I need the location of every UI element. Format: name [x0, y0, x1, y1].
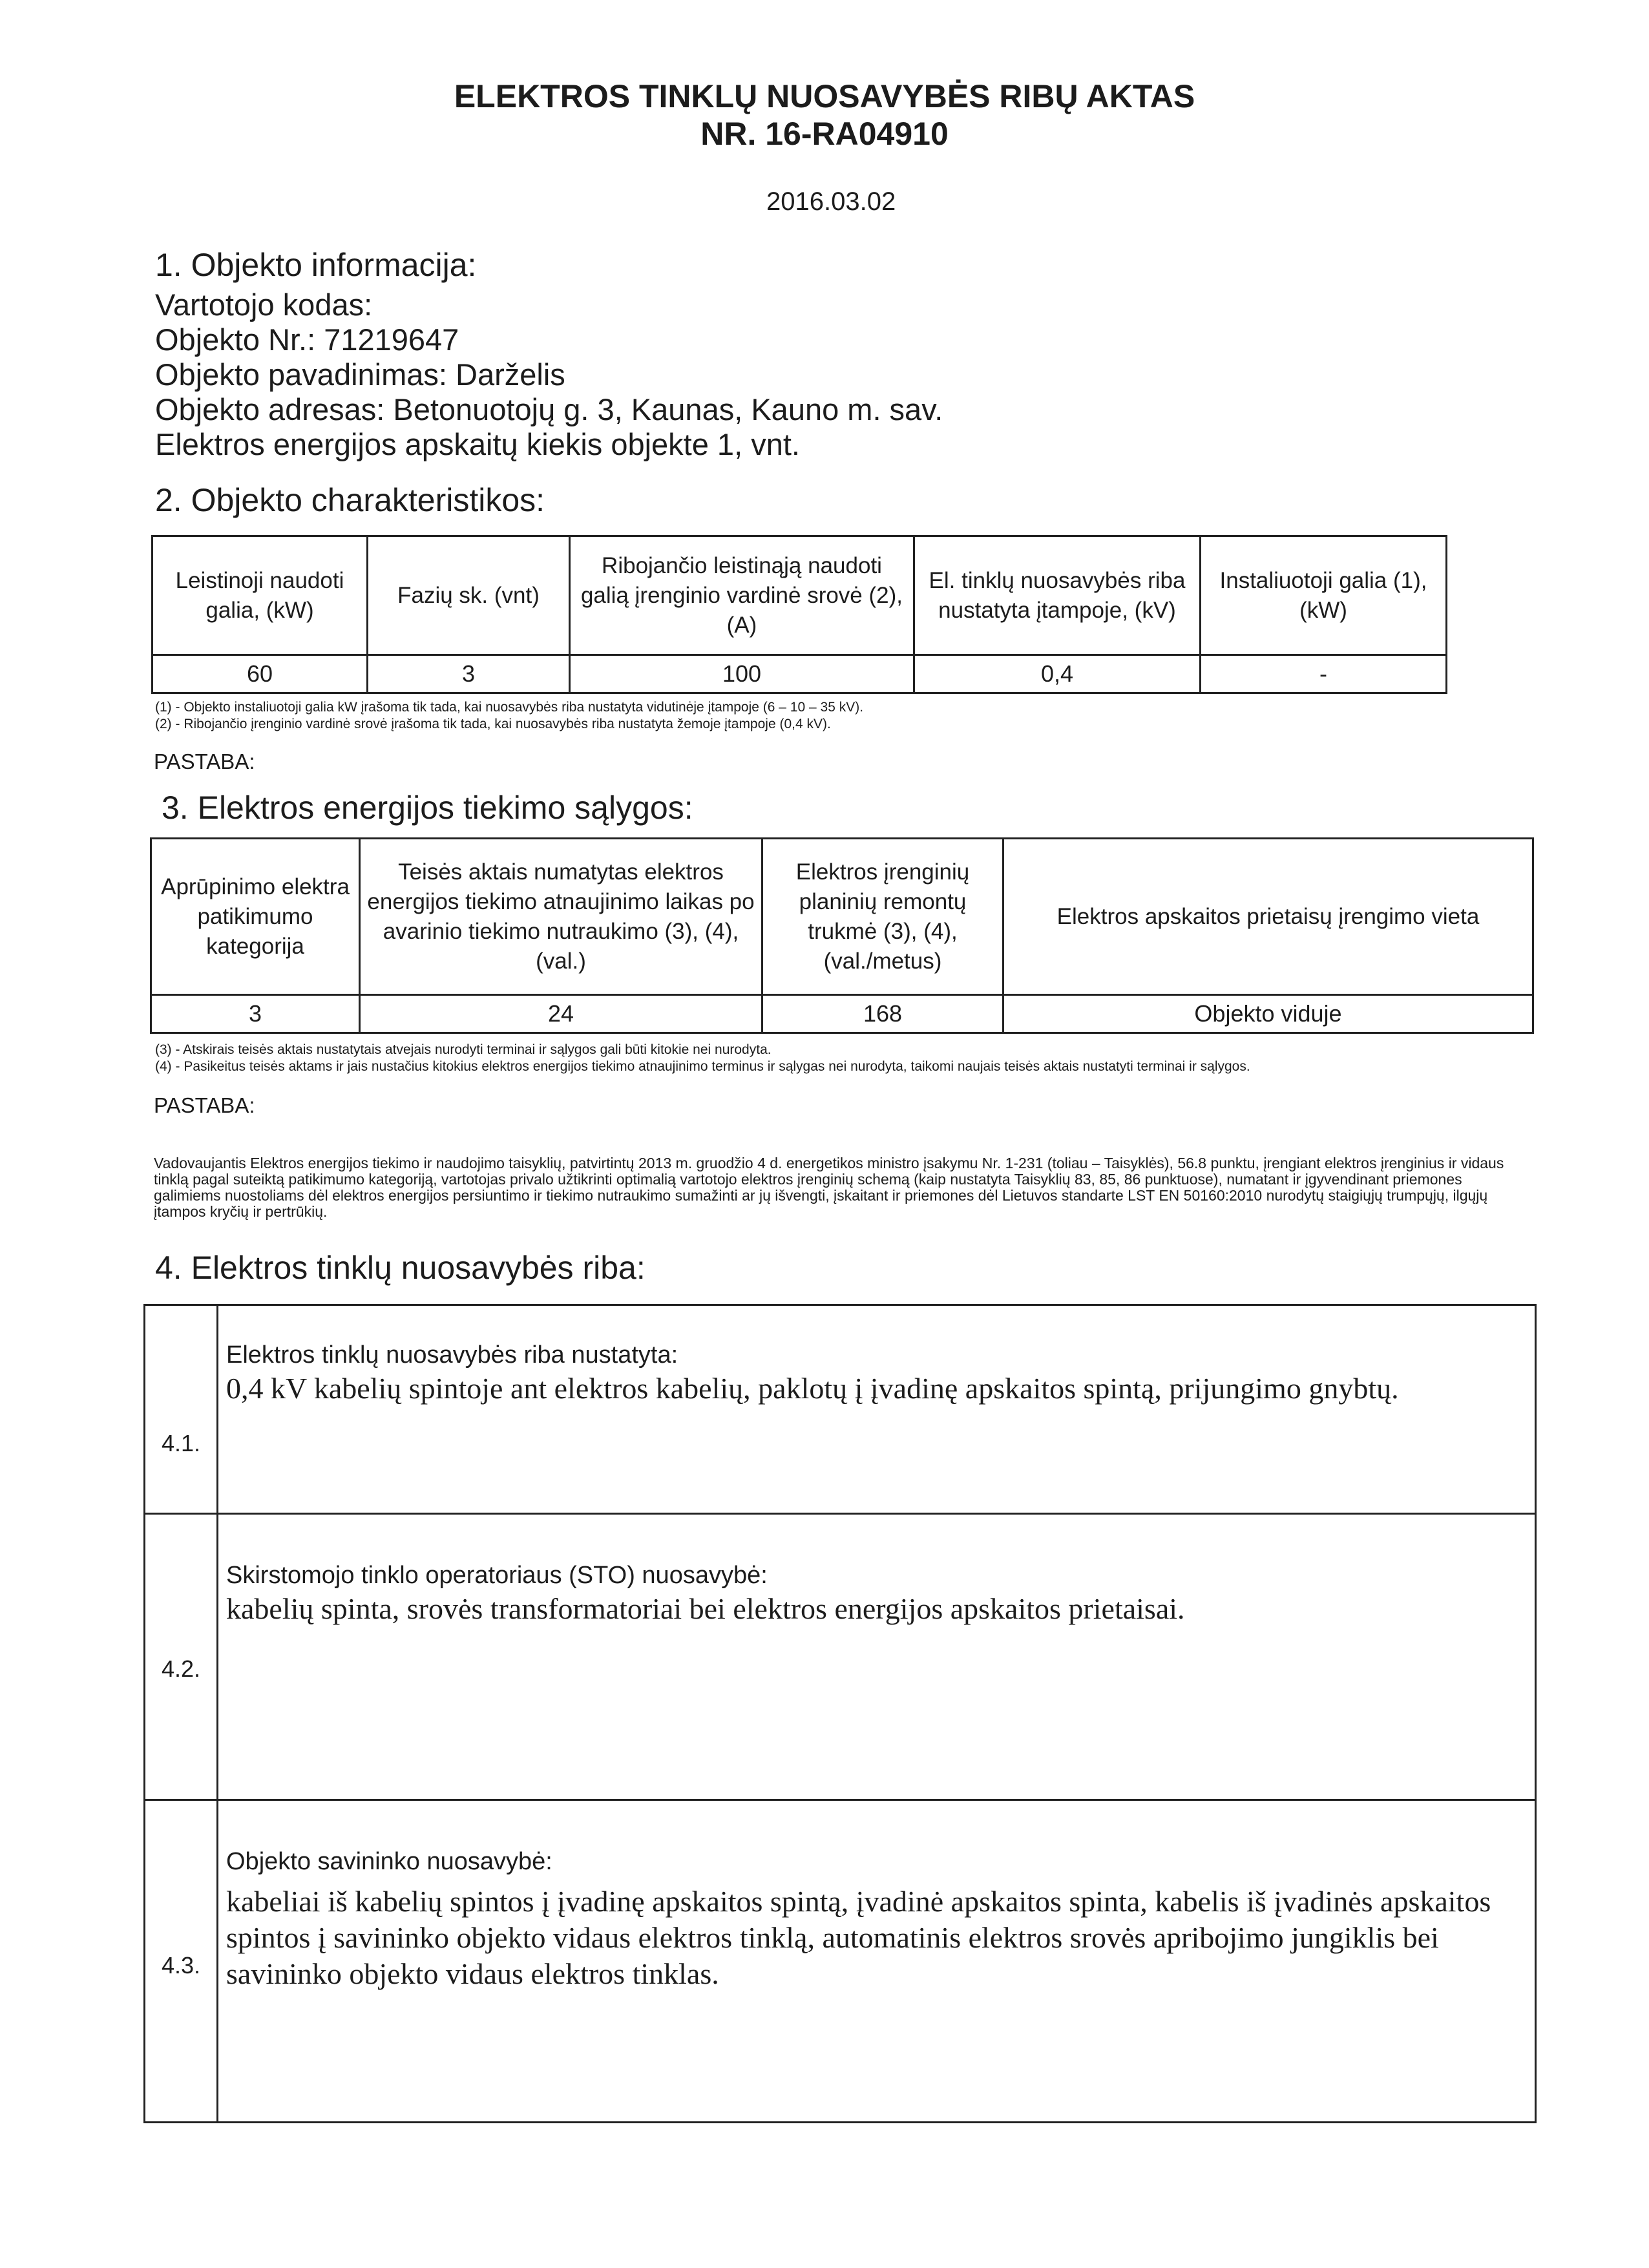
- ownership-row: [145, 1515, 1535, 1801]
- document-date: 2016.03.02: [766, 187, 896, 216]
- object-number: Objekto Nr.: 71219647: [155, 322, 459, 357]
- ownership-row: [145, 1801, 1535, 2121]
- value-restoration-time: 24: [360, 995, 762, 1033]
- header-restoration-time: Teisės aktais numatytas elektros energijos tiekimo atnaujinimo laikas po avarinio tiekimo nutraukimo (3), (4), (val.): [360, 839, 762, 995]
- row-label: Elektros tinklų nuosavybės riba nustatyta:: [226, 1341, 678, 1369]
- row-text: 0,4 kV kabelių spintoje ant elektros kabelių, paklotų į įvadinę apskaitos spintą, prijungimo gnybtų.: [226, 1372, 1399, 1405]
- header-limiter-current: Ribojančio leistinąją naudoti galią įrenginio vardinė srovė (2), (A): [570, 536, 914, 655]
- row-text: kabelių spinta, srovės transformatoriai bei elektros energijos apskaitos prietaisai.: [226, 1592, 1185, 1625]
- footnote-1: (1) - Objekto instaliuotoji galia kW įrašoma tik tada, kai nuosavybės riba nustatyta vidutinėje įtampoje (6 – 10 – 35 kV).: [155, 700, 864, 715]
- object-address: Objekto adresas: Betonuotojų g. 3, Kaunas, Kauno m. sav.: [155, 392, 943, 426]
- value-boundary-voltage: 0,4: [914, 655, 1201, 693]
- value-limiter-current: 100: [570, 655, 914, 693]
- object-name: Objekto pavadinimas: Darželis: [155, 357, 565, 392]
- footnote-4: (4) - Pasikeitus teisės aktams ir jais nustačius kitokius elektros energijos tiekimo atnaujinimo terminus ir sąlygas nei nurodyta, taikomi naujais teisės aktais nustatyti terminai ir sąlygos.: [155, 1059, 1250, 1074]
- consumer-code: Vartotojo kodas:: [155, 288, 373, 322]
- section2-note: PASTABA:: [154, 750, 255, 773]
- value-meter-location: Objekto viduje: [1003, 995, 1533, 1033]
- ownership-row: [145, 1306, 1535, 1515]
- row-number: 4.1.: [145, 1306, 218, 1513]
- header-reliability-category: Aprūpinimo elektra patikimumo kategorija: [151, 839, 360, 995]
- section4-heading: 4. Elektros tinklų nuosavybės riba:: [155, 1250, 646, 1286]
- row-label: Objekto savininko nuosavybė:: [226, 1848, 552, 1875]
- header-meter-location: Elektros apskaitos prietaisų įrengimo vieta: [1003, 839, 1533, 995]
- header-boundary-voltage: El. tinklų nuosavybės riba nustatyta įtampoje, (kV): [914, 536, 1201, 655]
- section2-heading: 2. Objekto charakteristikos:: [155, 482, 545, 518]
- row-number: 4.2.: [145, 1515, 218, 1799]
- footnote-2: (2) - Ribojančio įrenginio vardinė srovė įrašoma tik tada, kai nuosavybės riba nustatyta žemoje įtampoje (0,4 kV).: [155, 717, 831, 731]
- supply-conditions-table: [150, 837, 1534, 1034]
- header-planned-repairs: Elektros įrenginių planinių remontų trukmė (3), (4), (val./metus): [762, 839, 1003, 995]
- row-number: 4.3.: [145, 1801, 218, 2121]
- footnote-3: (3) - Atskirais teisės aktais nustatytais atvejais nurodyti terminai ir sąlygos gali būti kitokie nei nurodyta.: [155, 1042, 772, 1057]
- ownership-boundary-table: [143, 1304, 1537, 2123]
- meter-count: Elektros energijos apskaitų kiekis objekte 1, vnt.: [155, 427, 800, 461]
- document-title: ELEKTROS TINKLŲ NUOSAVYBĖS RIBŲ AKTAS: [454, 78, 1195, 114]
- row-label: Skirstomojo tinklo operatoriaus (STO) nuosavybė:: [226, 1562, 768, 1589]
- value-installed-power: -: [1201, 655, 1447, 693]
- value-planned-repairs: 168: [762, 995, 1003, 1033]
- value-reliability-category: 3: [151, 995, 360, 1033]
- characteristics-table: [151, 535, 1447, 694]
- header-installed-power: Instaliuotoji galia (1), (kW): [1201, 536, 1447, 655]
- document-number: NR. 16-RA04910: [700, 116, 949, 152]
- value-allowed-power: 60: [152, 655, 368, 693]
- section3-note: PASTABA:: [154, 1093, 255, 1117]
- section3-heading: 3. Elektros energijos tiekimo sąlygos:: [162, 790, 693, 826]
- section1-heading: 1. Objekto informacija:: [155, 247, 477, 283]
- value-phase-count: 3: [368, 655, 570, 693]
- header-allowed-power: Leistinoji naudoti galia, (kW): [152, 536, 368, 655]
- header-phase-count: Fazių sk. (vnt): [368, 536, 570, 655]
- regulation-paragraph: Vadovaujantis Elektros energijos tiekimo ir naudojimo taisyklių, patvirtintų 2013 m. gruodžio 4 d. energetikos ministro įsakymu Nr. 1-231 (toliau – Taisyklės), 56.8 punktu, įrengiant elektros įrenginius ir vidaus tinklą pagal suteiktą patikimumo kategoriją, vartotojas privalo užtikrinti optimalią vartotojo elektros įrenginių schemą (kaip nustatyta Taisyklių 83, 85, 86 punktuose), numatant ir įgyvendinant priemones galimiems nuostoliams dėl elektros energijos persiuntimo ir tiekimo nutraukimo sumažinti ar jų išvengti, įskaitant ir priemones dėl Lietuvos standarte LST EN 50160:2010 nurodytų staigiųjų trumpųjų, ilgųjų įtampos kryčių ir pertrūkių.: [154, 1155, 1504, 1220]
- row-text: kabeliai iš kabelių spintos į įvadinę apskaitos spintą, įvadinė apskaitos spinta, kabelis iš įvadinės apskaitos spintos į savininko objekto vidaus elektros tinklą, automatinis elektros srovės apribojimo jungiklis bei savininko objekto vidaus elektros tinklas.: [226, 1885, 1491, 1990]
